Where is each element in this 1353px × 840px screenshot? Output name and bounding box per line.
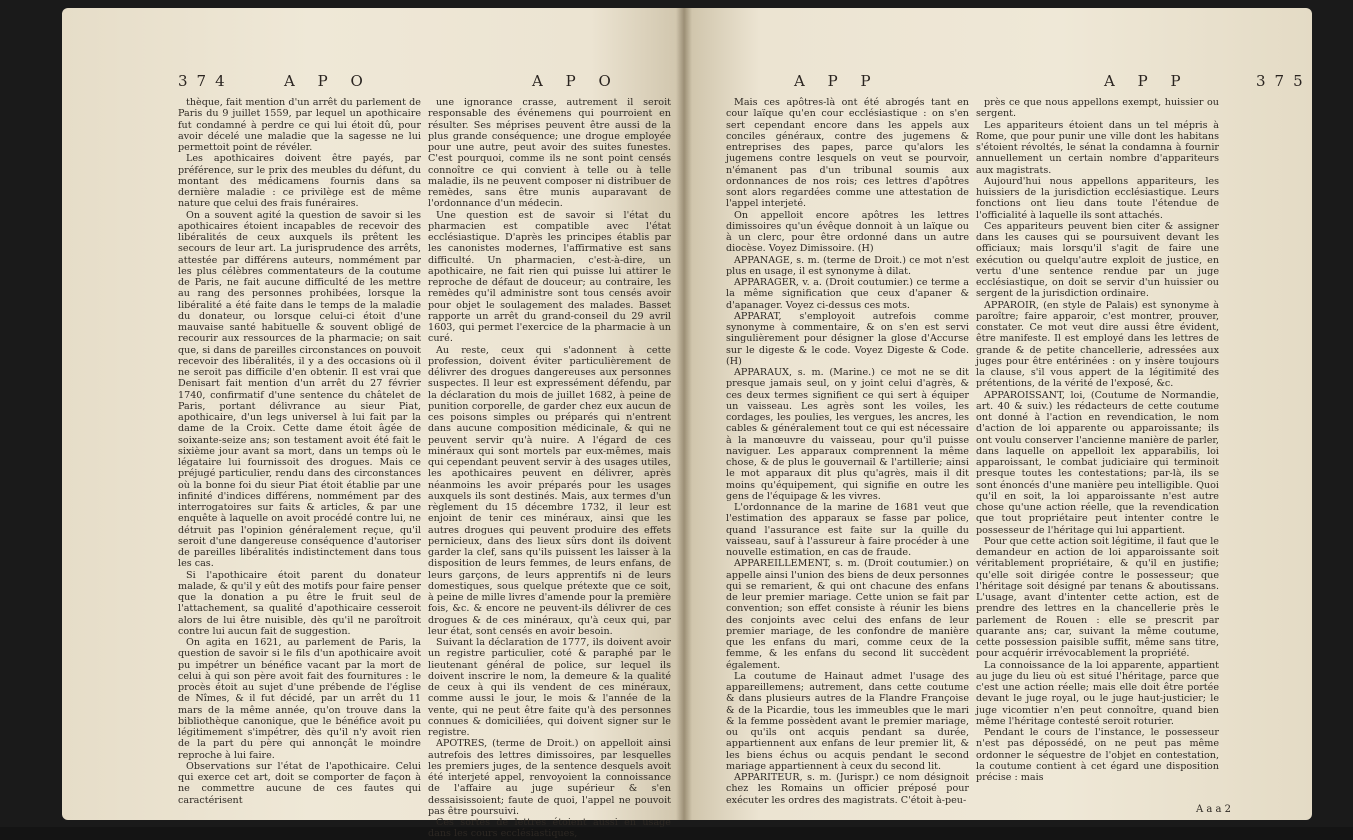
left-running-head-left: A P O xyxy=(284,72,372,90)
paragraph: APPARAT, s'employoit autrefois comme synonyme à commentaire, & on s'en est servi singulièrement pour désigner la glose d'Accurse sur le digeste & le code. Voyez Digeste & Code. (H) xyxy=(726,310,969,367)
paragraph: Une question est de savoir si l'état du pharmacien est compatible avec l'état ecclésiastique. D'après les principes établis par les canonistes modernes, l'affirmative est sans difficulté. Un pharmacien, c'est-à-dire, un apothicaire, ne fait rien qui puisse lui attirer le reproche de défaut de douceur; au contraire, les remèdes qu'il administre sont tous censés avoir pour objet le soulagement des malades. Basset rapporte un arrêt du grand-conseil du 29 avril 1603, qui permet l'exercice de la pharmacie à un curé. xyxy=(428,209,671,345)
paragraph: APPAREILLEMENT, s. m. (Droit coutumier.) on appelle ainsi l'union des biens de deux personnes qui se remarient, & qui ont chacune des enfans de leur premier mariage. Cette union se fait par convention; son effet consiste à réunir les biens des conjoints avec celui des enfans de leur premier mariage, de les confondre de manière que les enfans du mari, comme ceux de la femme, & les enfans du second lit succèdent également. xyxy=(726,558,969,671)
paragraph: APOTRES, (terme de Droit.) on appelloit ainsi autrefois des lettres dimissoires, par lesquelles les premiers juges, de la sentence desquels avoit été interjeté appel, renvoyoient la connoissance de l'affaire au juge supérieur & s'en dessaisissoient; faute de quoi, l'appel ne pouvoit pas être poursuivi. xyxy=(428,738,671,817)
paragraph: Aujourd'hui nous appellons appariteurs, les huissiers de la jurisdiction ecclésiastique. Leurs fonctions ont lieu dans toute l'étendue de l'officialité à laquelle ils sont attachés. xyxy=(976,175,1219,221)
paragraph: Ces appariteurs peuvent bien citer & assigner dans les causes qui se poursuivent devant les officiaux; mais lorsqu'il s'agit de faire une exécution ou quelqu'autre exploit de justice, en vertu d'une sentence rendue par un juge ecclésiastique, on doit se servir d'un huissier ou sergent de la jurisdiction ordinaire. xyxy=(976,220,1219,300)
page-signature: A a a 2 xyxy=(1196,804,1232,815)
left-column-1 xyxy=(178,97,421,807)
paragraph: Pendant le cours de l'instance, le possesseur n'est pas dépossédé, on ne peut pas même ordonner le séquestre de l'objet en contestation, la coutume contient à cet égard une disposition précise : mais xyxy=(976,727,1219,783)
left-column-2 xyxy=(428,97,671,840)
paragraph: Les apothicaires doivent être payés, par préférence, sur le prix des meubles du défunt, du montant des médicamens fournis dans sa dernière maladie : ce privilège est de même nature que celui des frais funéraires. xyxy=(178,153,421,210)
paragraph: une ignorance crasse, autrement il seroit responsable des événemens qui pourroient en résulter. Ses méprises peuvent être aussi de la plus grande conséquence; une drogue employée pour une autre, peut avoir des suites funestes. C'est pourquoi, comme ils ne sont point censés connoître ce qui convient à telle ou à telle maladie, ils ne peuvent composer ni distribuer de remèdes, sans être munis auparavant de l'ordonnance d'un médecin. xyxy=(428,97,671,210)
paragraph: La connoissance de la loi apparente, appartient au juge du lieu où est situé l'héritage, parce que c'est une action réelle; mais elle doit être portée devant le juge royal, ou le juge haut-justicier; le juge vicomtier n'en peut connoître, quand bien même l'héritage contesté seroit roturier. xyxy=(976,659,1219,727)
paragraph: Au reste, ceux qui s'adonnent à cette profession, doivent éviter particulièrement de délivrer des drogues dangereuses aux personnes suspectes. Il leur est expressément défendu, par la déclaration du mois de juillet 1682, à peine de punition corporelle, de garder chez eux aucun de ces poisons simples ou préparés qui n'entrent dans aucune composition médicinale, & qui ne peuvent servir qu'à nuire. A l'égard de ces minéraux qui sont mortels par eux-mêmes, mais qui cependant peuvent servir à des usages utiles, les apothicaires peuvent en délivrer, après néanmoins les avoir préparés pour les usages auxquels ils sont destinés. Mais, aux termes d'un règlement du 15 décembre 1732, il leur est enjoint de tenir ces minéraux, ainsi que les autres drogues qui peuvent produire des effets pernicieux, dans des lieux sûrs dont ils doivent garder la clef, sans qu'ils puissent les laisser à la disposition de leurs femmes, de leurs enfans, de leurs garçons, de leurs apprentifs ni de leurs domestiques, sous quelque prétexte que ce soit, à peine de mille livres d'amende pour la première fois, &c. & encore ne peuvent-ils délivrer de ces drogues & de ces minéraux, qu'à ceux qui, par leur état, sont censés en avoir besoin. xyxy=(428,344,671,637)
paragraph: Observations sur l'état de l'apothicaire. Celui qui exerce cet art, doit se comporter de façon à ne commettre aucune de ces fautes qui caractérisent xyxy=(178,760,421,806)
left-page xyxy=(62,8,684,840)
paragraph: Les appariteurs étoient dans un tel mépris à Rome, que pour punir une ville dont les habitans s'étoient révoltés, le sénat la condamna à fournir annuellement un certain nombre d'appariteurs aux magistrats. xyxy=(976,119,1219,176)
paragraph: thèque, fait mention d'un arrêt du parlement de Paris du 9 juillet 1559, par lequel un apothicaire fut condamné à perdre ce qui lui étoit dû, pour avoir décelé une maladie que la sagesse ne lui permettoit point de révéler. xyxy=(178,97,421,153)
paragraph: L'ordonnance de la marine de 1681 veut que l'estimation des apparaux se fasse par police, quand l'assurance est faite sur la quille du vaisseau, sauf à l'assureur à faire procéder à une nouvelle estimation, en cas de fraude. xyxy=(726,502,969,558)
paragraph: APPARITEUR, s. m. (Jurispr.) ce nom désignoit chez les Romains un officier préposé pour exécuter les ordres des magistrats. C'étoit à-peu- xyxy=(726,772,969,806)
paragraph: APPANAGE, s. m. (terme de Droit.) ce mot n'est plus en usage, il est synonyme à dilat. xyxy=(726,254,969,277)
paragraph: APPAROIR, (en style de Palais) est synonyme à paroître; faire apparoir, c'est montrer, prouver, constater. Ce mot veut dire aussi être évident, être manifeste. Il est employé dans les lettres de grande & de petite chancellerie, adressées aux juges pour être entérinées : on y insère toujours la clause, s'il vous appert de la légitimité des prétentions, de la vérité de l'exposé, &c. xyxy=(976,299,1219,390)
paragraph: Pour que cette action soit légitime, il faut que le demandeur en action de loi apparoissante soit véritablement propriétaire, & qu'il en justifie; qu'elle soit dirigée contre le possesseur; que l'héritage soit désigné par tenans & aboutissans. L'usage, avant d'intenter cette action, est de prendre des lettres en la chancellerie près le parlement de Rouen : elle se prescrit par quarante ans; car, suivant la même coutume, cette possession paisible suffit, même sans titre, pour acquérir irrévocablement la propriété. xyxy=(976,535,1219,660)
paragraph: APPARAGER, v. a. (Droit coutumier.) ce terme a la même signification que ceux d'apaner & d'apanager. Voyez ci-dessus ces mots. xyxy=(726,277,969,311)
paragraph: On agita en 1621, au parlement de Paris, la question de savoir si le fils d'un apothicaire avoit pu impétrer un bénéfice vacant par la mort de celui à qui son père avoit fait des fournitures : le procès étoit au sujet d'une prébende de l'église de Nîmes, & il fut décidé, par un arrêt du 11 mars de la même année, qu'on trouve dans la bibliothèque canonique, que le bénéfice avoit pu légitimement s'impétrer, dès qu'il n'y avoit rien de la part du père qui annonçât le moindre reproche à lui faire. xyxy=(178,637,421,761)
left-page-number: 374 xyxy=(178,72,234,90)
paragraph: APPAROISSANT, loi, (Coutume de Normandie, art. 40 & suiv.) les rédacteurs de cette coutume ont donné à l'action en revendication, le nom d'action de loi apparente ou apparoissante; ils ont voulu conserver l'ancienne manière de parler, dans laquelle on appelloit lex apparabilis, loi apparoissant, le combat judiciaire qui terminoit presque toutes les contestations; par-là, ils se sont énoncés d'une manière peu intelligible. Quoi qu'il en soit, la loi apparoissante n'est autre chose qu'une action réelle, que la revendication que tout propriétaire peut intenter contre le possesseur de l'héritage qui lui appartient. xyxy=(976,389,1219,536)
right-column-2 xyxy=(976,97,1219,787)
paragraph: On appelloit encore apôtres les lettres dimissoires qu'un évêque donnoit à un laïque ou à un clerc, pour être ordonné dans un autre diocèse. Voyez Dimissoire. (H) xyxy=(726,209,969,255)
right-page xyxy=(684,8,1312,820)
right-column-1 xyxy=(726,97,969,807)
right-page-number: 375 xyxy=(1256,72,1312,90)
paragraph: APPARAUX, s. m. (Marine.) ce mot ne se dit presque jamais seul, on y joint celui d'agrès, & ces deux termes signifient ce qui sert à équiper un vaisseau. Les agrès sont les voiles, les cordages, les poulies, les vergues, les ancres, les cables & généralement tout ce qui est nécessaire à la manœuvre du vaisseau, pour qu'il puisse naviguer. Les apparaux comprennent la même chose, & de plus le gouvernail & l'artillerie; ainsi le mot apparaux dit plus qu'agrès, mais il dit moins qu'équipement, qui signifie en outre les gens de l'équipage & les vivres. xyxy=(726,367,969,502)
paragraph: Si l'apothicaire étoit parent du donateur malade, & qu'il y eût des motifs pour faire penser que la donation a pu être le fruit seul de l'attachement, sa qualité d'apothicaire cesseroit alors de lui être nuisible, dès qu'il ne paroîtroit contre lui aucun fait de suggestion. xyxy=(178,569,421,637)
paragraph: près ce que nous appellons exempt, huissier ou sergent. xyxy=(976,97,1219,120)
right-running-head-left: A P P xyxy=(794,72,880,90)
paragraph: Suivant la déclaration de 1777, ils doivent avoir un registre particulier, coté & paraphé par le lieutenant général de police, sur lequel ils doivent inscrire le nom, la demeure & la qualité de ceux à qui ils vendent de ces minéraux, comme aussi le jour, le mois & l'année de la vente, qui ne peut être faite qu'à des personnes connues & domiciliées, qui doivent signer sur le registre. xyxy=(428,637,671,738)
left-running-head-right: A P O xyxy=(532,72,620,90)
paragraph: On a souvent agité la question de savoir si les apothicaires étoient incapables de recevoir des libéralités de ceux auxquels ils prêtent les secours de leur art. La jurisprudence des arrêts, attestée par différens auteurs, nommément par les plus célèbres commentateurs de la coutume de Paris, ne fait aucune difficulté de les mettre au rang des personnes prohibées, lorsque la libéralité a été faite dans le temps de la maladie du donateur, ou lorsque celui-ci étoit d'une mauvaise santé habituelle & souvent obligé de recourir aux ressources de la pharmacie; on sait que, si dans de pareilles circonstances on pouvoit recevoir des libéralités, il y a des occasions où il ne seroit pas difficile d'en obtenir. Il est vrai que Denisart fait mention d'un arrêt du 27 février 1740, confirmatif d'une sentence du châtelet de Paris, portant délivrance au sieur Piat, apothicaire, d'un legs universel à lui fait par la dame de la Croix. Cette dame étoit âgée de soixante-seize ans; son testament avoit été fait le sixième jour avant sa mort, dans un temps où le légataire lui fournissoit des drogues. Mais ce préjugé particulier, rendu dans des circonstances où la bonne foi du sieur Piat étoit établie par une infinité d'indices différens, nommément par des interrogatoires sur faits & articles, & par une enquête à laquelle on avoit procédé contre lui, ne détruit pas l'opinion généralement reçue, qu'il seroit d'une dangereuse conséquence d'autoriser de pareilles libéralités indistinctement dans tous les cas. xyxy=(178,209,421,570)
paragraph: Mais ces apôtres-là ont été abrogés tant en cour laïque qu'en cour ecclésiastique : on s'en sert cependant encore dans les appels aux conciles généraux, contre des jugemens & entreprises des papes, parce qu'alors les jugemens contre lesquels on veut se pourvoir, n'émanent pas d'un tribunal soumis aux ordonnances de nos rois; ces lettres d'apôtres sont alors regardées comme une attestation de l'appel interjeté. xyxy=(726,97,969,210)
paragraph: Ces sortes de lettres étoient aussi en usage dans les cours ecclésiastiques, xyxy=(428,817,671,840)
right-running-head-right: A P P xyxy=(1104,72,1190,90)
paragraph: La coutume de Hainaut admet l'usage des appareillemens; autrement, dans cette coutume & dans plusieurs autres de la Flandre Françoise & de la Picardie, tous les immeubles que le mari & la femme possèdent avant le premier mariage, ou qu'ils ont acquis pendant sa durée, appartiennent aux enfans de leur premier lit, & les biens échus ou acquis pendant le second mariage appartiennent à ceux du second lit. xyxy=(726,670,969,772)
book-gutter xyxy=(676,8,692,820)
